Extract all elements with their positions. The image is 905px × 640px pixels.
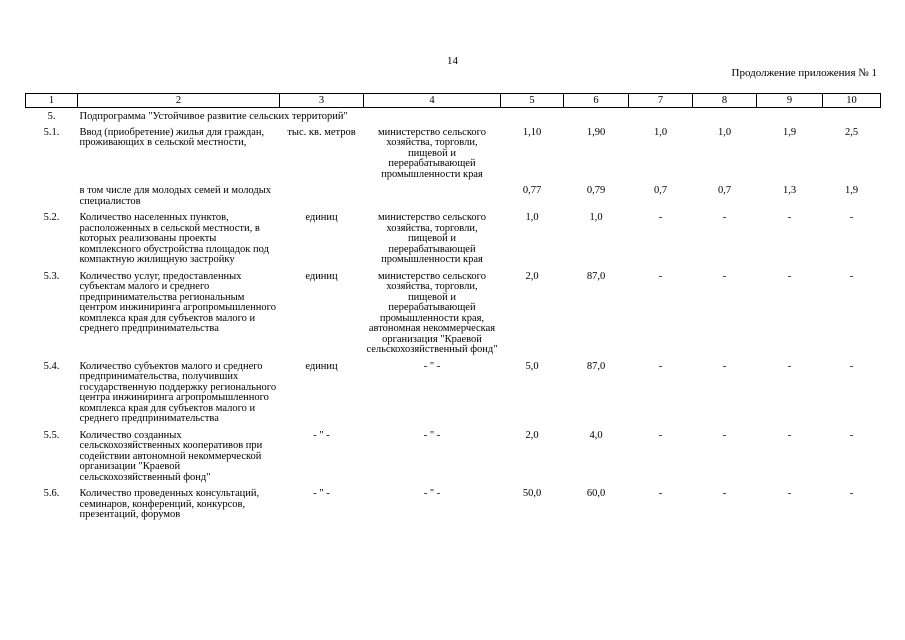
- value-cell: -: [787, 212, 792, 223]
- unit-cell: единиц: [305, 360, 338, 372]
- row-number: [26, 186, 78, 213]
- value-cell: 1,9: [844, 185, 859, 196]
- value-cell: -: [787, 429, 792, 441]
- value-cell: -: [849, 212, 854, 223]
- header-cell: 6: [564, 94, 629, 108]
- value-cell: 5,0: [525, 360, 539, 372]
- value-cell: -: [849, 270, 854, 282]
- unit-cell: - " -: [313, 488, 330, 499]
- indicator-name: Ввод (приобретение) жилья для граждан, проживающих в сельской местности,: [79, 126, 265, 148]
- value-cell: 1,90: [586, 126, 606, 138]
- value-cell: -: [787, 360, 792, 372]
- value-cell: 2,5: [844, 126, 859, 138]
- value-cell: -: [787, 488, 792, 499]
- value-cell: 0,77: [522, 185, 542, 196]
- header-cell: 4: [364, 94, 501, 108]
- value-cell: 50,0: [522, 488, 542, 499]
- value-cell: -: [787, 270, 792, 282]
- row-number: 5.5.: [43, 429, 60, 441]
- value-cell: 1,0: [589, 212, 603, 223]
- value-cell: -: [722, 429, 727, 441]
- responsible-cell: [364, 186, 501, 213]
- indicators-table: [25, 93, 881, 527]
- header-cell: 2: [78, 94, 280, 108]
- value-cell: 1,9: [782, 126, 797, 138]
- indicator-name: в том числе для молодых семей и молодых специалистов: [79, 185, 272, 207]
- section-number: 5.: [47, 111, 56, 122]
- value-cell: -: [722, 488, 727, 499]
- table-row: [26, 362, 881, 431]
- header-cell: 8: [693, 94, 757, 108]
- value-cell: 1,3: [782, 185, 797, 196]
- value-cell: 1,0: [525, 212, 539, 223]
- value-cell: 0,7: [653, 185, 668, 196]
- responsible-cell: - " -: [423, 488, 441, 499]
- responsible-cell: - " -: [423, 429, 441, 441]
- header-cell: 1: [26, 94, 78, 108]
- table-row: [26, 272, 881, 362]
- value-cell: -: [849, 488, 854, 499]
- value-cell: 87,0: [586, 270, 606, 282]
- value-cell: 4,0: [589, 429, 603, 441]
- row-number: 5.4.: [43, 360, 60, 372]
- table-row: [26, 213, 881, 272]
- value-cell: 1,0: [653, 126, 668, 138]
- responsible-cell: министерство сельского хозяйства, торговли, пищевой и перерабатывающей промышленности края: [378, 126, 486, 180]
- value-cell: 2,0: [525, 429, 539, 441]
- continuation-label: Продолжение приложения № 1: [731, 67, 877, 79]
- value-cell: -: [658, 270, 663, 282]
- indicator-name: Количество проведенных консультаций, семинаров, конференций, конкурсов, презентаций, форумов: [79, 488, 260, 520]
- responsible-cell: министерство сельского хозяйства, торговли, пищевой и перерабатывающей промышленности края, автономная некоммерческая организация "Краевой сельскохозяйственный фонд": [366, 270, 498, 355]
- value-cell: 0,79: [586, 185, 606, 196]
- responsible-cell: - " -: [423, 360, 441, 372]
- row-number: 5.1.: [43, 126, 60, 138]
- header-cell: 3: [280, 94, 364, 108]
- header-cell: 7: [629, 94, 693, 108]
- value-cell: -: [658, 429, 663, 441]
- value-cell: -: [658, 360, 663, 372]
- value-cell: -: [722, 270, 727, 282]
- value-cell: -: [722, 212, 727, 223]
- unit-cell: единиц: [305, 212, 338, 223]
- header-cell: 5: [501, 94, 564, 108]
- unit-cell: - " -: [313, 429, 330, 441]
- unit-cell: [280, 186, 364, 213]
- value-cell: 0,7: [717, 185, 732, 196]
- row-number: 5.2.: [43, 212, 60, 223]
- value-cell: 2,0: [525, 270, 539, 282]
- indicator-name: Количество услуг, предоставленных субъектам малого и среднего предпринимательства региональным центром инжиниринга агропромышленного комплекса края для субъектов малого и среднего предпринимательства: [79, 270, 276, 334]
- indicator-name: Количество субъектов малого и среднего предпринимательства, получивших государственную поддержку регионального центра инжиниринга агропромышленного комплекса края для субъектов малого и среднего предпринимательства: [79, 360, 277, 424]
- value-cell: -: [658, 488, 663, 499]
- header-cell: 9: [757, 94, 823, 108]
- value-cell: -: [722, 360, 727, 372]
- indicator-name: Количество населенных пунктов, расположенных в сельской местности, в которых реализованы проекты комплексного обустройства площадок под компактную жилищную застройку: [79, 212, 269, 265]
- header-row: [26, 94, 881, 108]
- header-cell: 10: [823, 94, 881, 108]
- section-title: Подпрограмма "Устойчивое развитие сельских территорий": [79, 111, 348, 122]
- value-cell: -: [849, 429, 854, 441]
- unit-cell: единиц: [305, 270, 338, 282]
- row-number: 5.6.: [43, 488, 60, 499]
- indicator-name: Количество созданных сельскохозяйственных кооперативов при содействии автономной некоммерческой организации "Краевой сельскохозяйственный фонд": [79, 429, 263, 483]
- value-cell: 1,0: [717, 126, 732, 138]
- table-row: [26, 489, 881, 527]
- row-number: 5.3.: [43, 270, 60, 282]
- table-row: [26, 186, 881, 213]
- value-cell: 1,10: [522, 126, 542, 138]
- section-row: [26, 108, 881, 127]
- value-cell: -: [658, 212, 663, 223]
- value-cell: -: [849, 360, 854, 372]
- responsible-cell: министерство сельского хозяйства, торговли, пищевой и перерабатывающей промышленности края: [378, 212, 486, 265]
- table-row: [26, 431, 881, 490]
- page-number: 14: [447, 55, 458, 67]
- unit-cell: тыс. кв. метров: [287, 126, 356, 138]
- table-row: [26, 127, 881, 187]
- value-cell: 87,0: [586, 360, 606, 372]
- value-cell: 60,0: [586, 488, 606, 499]
